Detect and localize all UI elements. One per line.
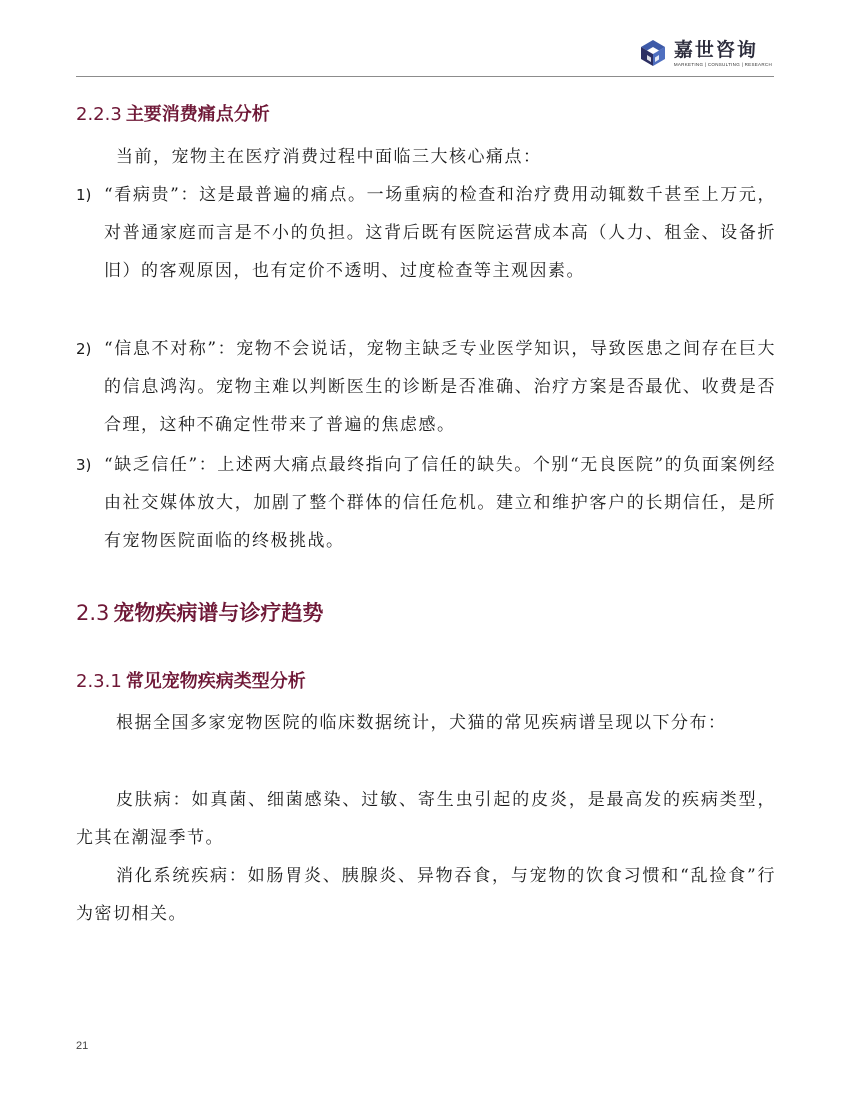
brand-name: 嘉世咨询	[673, 38, 758, 61]
cube-logo-icon	[638, 38, 668, 68]
section-number: 2.3.1	[76, 671, 122, 692]
body-paragraph: 消化系统疾病：如肠胃炎、胰腺炎、异物吞食，与宠物的饮食习惯和“乱捡食”行为密切相关。	[76, 866, 776, 924]
intro-paragraph: 当前，宠物主在医疗消费过程中面临三大核心痛点：	[116, 147, 542, 167]
list-item	[76, 446, 776, 560]
page-header	[76, 30, 774, 77]
list-item-text: “信息不对称”：宠物不会说话，宠物主缺乏专业医学知识，导致医患之间存在巨大的信息鸿沟。宠物主难以判断医生的诊断是否准确、治疗方案是否最优、收费是否合理，这种不确定性带来了普遍的焦虑感。	[104, 339, 776, 435]
list-marker: 2)	[76, 340, 92, 358]
list-item	[76, 330, 776, 444]
section-heading-2-2-3	[76, 103, 270, 127]
section-heading-2-3-1	[76, 670, 306, 694]
section-title: 常见宠物疾病类型分析	[125, 671, 306, 692]
list-marker: 1)	[76, 186, 92, 204]
body-paragraph: 皮肤病：如真菌、细菌感染、过敏、寄生虫引起的皮炎，是最高发的疾病类型，尤其在潮湿季节。	[76, 790, 776, 848]
brand-tagline: MARKETING | CONSULTING | RESEARCH	[673, 61, 772, 67]
list-item-text: “缺乏信任”：上述两大痛点最终指向了信任的缺失。个别“无良医院”的负面案例经由社交媒体放大，加剧了整个群体的信任危机。建立和维护客户的长期信任，是所有宠物医院面临的终极挑战。	[104, 455, 776, 551]
list-marker: 3)	[76, 456, 92, 474]
section-number: 2.2.3	[76, 104, 122, 125]
section-number: 2.3	[76, 601, 110, 625]
list-item-text: “看病贵”：这是最普遍的痛点。一场重病的检查和治疗费用动辄数千甚至上万元，对普通家庭而言是不小的负担。这背后既有医院运营成本高（人力、租金、设备折旧）的客观原因，也有定价不透明、过度检查等主观因素。	[104, 185, 776, 281]
page-number: 21	[76, 1040, 89, 1052]
body-paragraph: 根据全国多家宠物医院的临床数据统计，犬猫的常见疾病谱呈现以下分布：	[116, 713, 727, 733]
section-heading-2-3	[76, 599, 323, 627]
list-item	[76, 176, 776, 290]
section-title: 主要消费痛点分析	[125, 104, 270, 125]
section-title: 宠物疾病谱与诊疗趋势	[113, 601, 324, 625]
brand	[638, 38, 772, 68]
